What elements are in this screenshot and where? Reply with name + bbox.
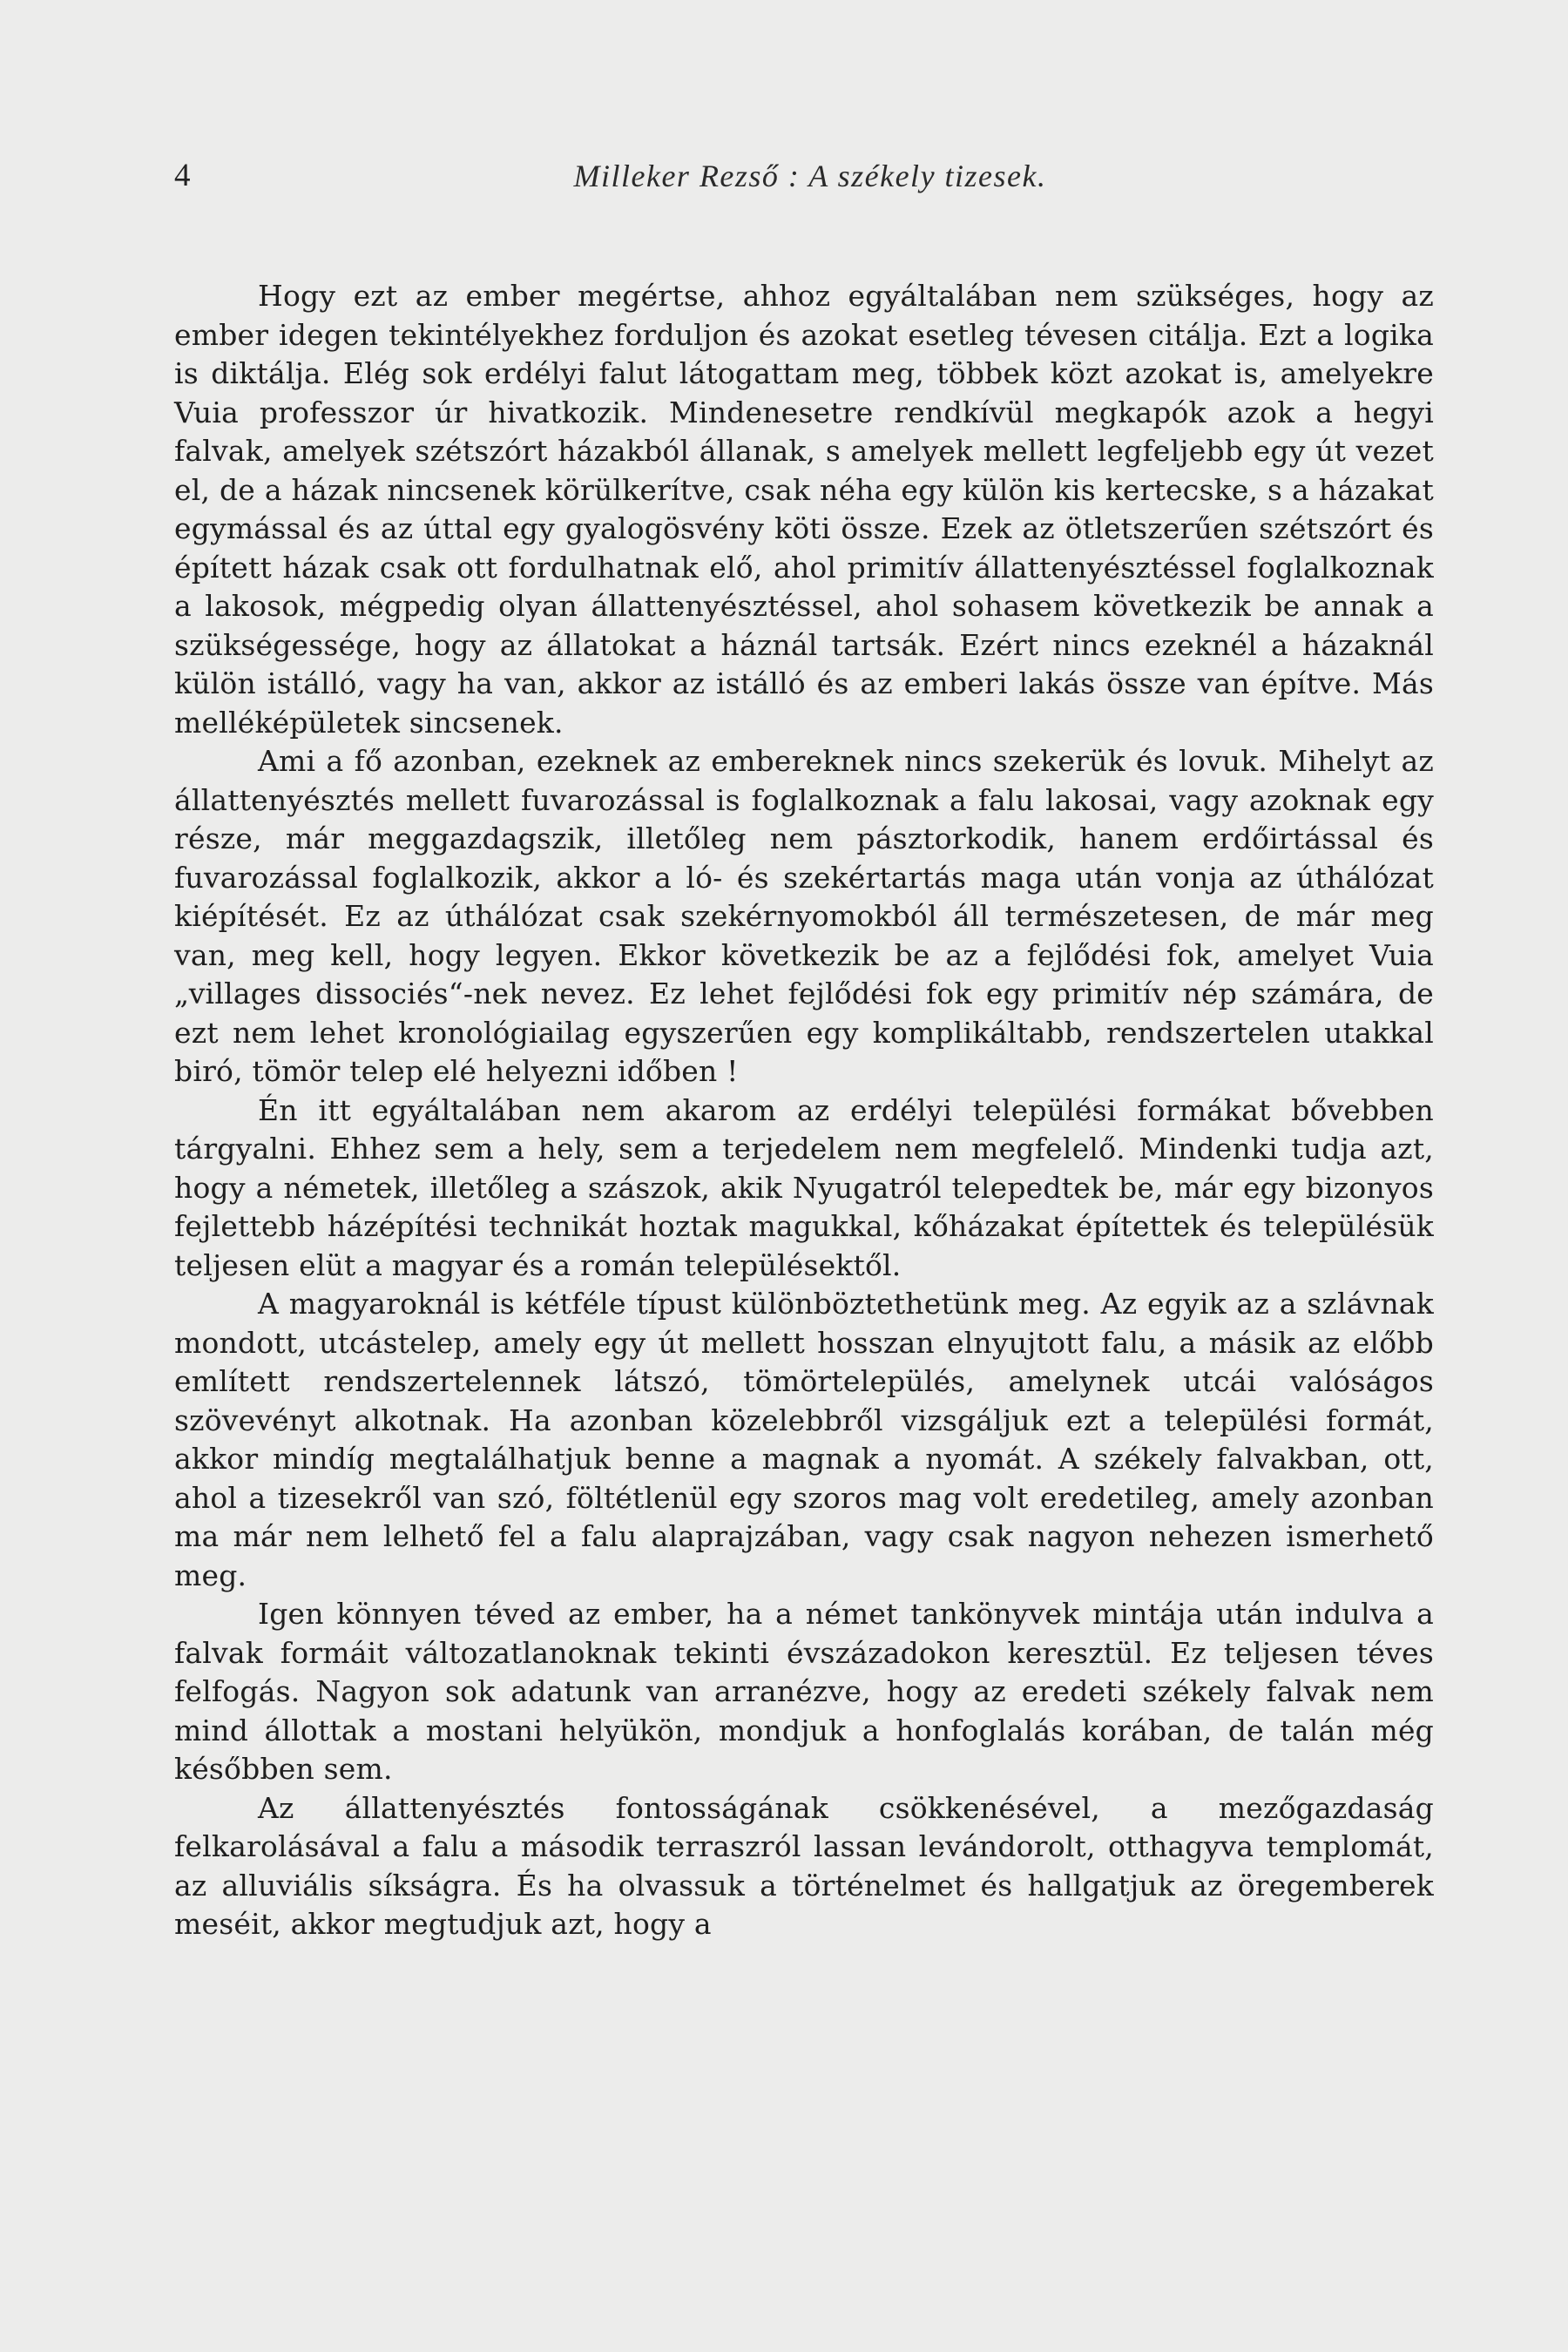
- paragraph: Ami a fő azonban, ezeknek az embereknek nincs szekerük és lovuk. Mihelyt az állattenyésztés mellett fuvarozással is foglalkoznak a falu lakosai, vagy azoknak egy része, már meggazdagszik, illetőleg nem pásztorkodik, hanem erdőirtással és fuvarozással foglalkozik, akkor a ló- és szekértartás maga után vonja az úthálózat kiépítését. Ez az úthálózat csak szekérnyomokból áll természetesen, de már meg van, meg kell, hogy legyen. Ekkor következik be az a fejlődési fok, amelyet Vuia „villages dissociés“-nek nevez. Ez lehet fejlődési fok egy primitív nép számára, de ezt nem lehet kronológiailag egyszerűen egy komplikáltabb, rendszertelen utakkal biró, tömör telep elé helyezni időben !: [174, 744, 1434, 1088]
- paragraph: Igen könnyen téved az ember, ha a német tankönyvek mintája után indulva a falvak formáit változatlanoknak tekinti évszázadokon keresztül. Ez teljesen téves felfogás. Nagyon sok adatunk van arranézve, hogy az eredeti székely falvak nem mind állottak a mostani helyükön, mondjuk a honfoglalás korában, de talán még későbben sem.: [174, 1597, 1434, 1786]
- paragraph: A magyaroknál is kétféle típust különböztethetünk meg. Az egyik az a szlávnak mondott, utcástelep, amely egy út mellett hosszan elnyujtott falu, a másik az előbb említett rendszertelennek látszó, tömörtelepülés, amelynek utcái valóságos szövevényt alkotnak. Ha azonban közelebbről vizsgáljuk ezt a települési formát, akkor mindíg megtalálhatjuk benne a magnak a nyomát. A székely falvakban, ott, ahol a tizesekről van szó, föltétlenül egy szoros mag volt eredetileg, amely azonban ma már nem lelhető fel a falu alaprajzában, vagy csak nagyon nehezen ismerhető meg.: [174, 1287, 1434, 1592]
- page-number: 4: [174, 158, 191, 193]
- paragraph: Az állattenyésztés fontosságának csökkenésével, a mezőgazdaság felkarolásával a falu a második terraszról lassan levándorolt, otthagyva templomát, az alluviális síkságra. És ha olvassuk a történelmet és hallgatjuk az öregemberek meséit, akkor megtudjuk azt, hogy a: [174, 1790, 1434, 1941]
- page-header: [174, 150, 1429, 202]
- body-text: [174, 277, 1434, 1944]
- paragraph: Hogy ezt az ember megértse, ahhoz egyáltalában nem szükséges, hogy az ember idegen tekintélyekhez forduljon és azokat esetleg tévesen citálja. Ezt a logika is diktálja. Elég sok erdélyi falut látogattam meg, többek közt azokat is, amelyekre Vuia professzor úr hivatkozik. Mindenesetre rendkívül megkapók azok a hegyi falvak, amelyek szétszórt házakból állanak, s amelyek mellett legfeljebb egy út vezet el, de a házak nincsenek körülkerítve, csak néha egy külön kis kertecske, s a házakat egymással és az úttal egy gyalogösvény köti össze. Ezek az ötletszerűen szétszórt és épített házak csak ott fordulhatnak elő, ahol primitív állattenyésztéssel foglalkoznak a lakosok, mégpedig olyan állattenyésztéssel, ahol sohasem következik be annak a szükségessége, hogy az állatokat a háznál tartsák. Ezért nincs ezeknél a házaknál külön istálló, vagy ha van, akkor az istálló és az emberi lakás össze van építve. Más melléképületek sincsenek.: [174, 279, 1434, 740]
- paragraph: Én itt egyáltalában nem akarom az erdélyi települési formákat bővebben tárgyalni. Ehhez sem a hely, sem a terjedelem nem megfelelő. Mindenki tudja azt, hogy a németek, illetőleg a szászok, akik Nyugatról telepedtek be, már egy bizonyos fejlettebb házépítési technikát hoztak magukkal, kőházakat építettek és településük teljesen elüt a magyar és a román településektől.: [174, 1092, 1434, 1282]
- running-title: Milleker Rezső : A székely tizesek.: [573, 159, 1047, 193]
